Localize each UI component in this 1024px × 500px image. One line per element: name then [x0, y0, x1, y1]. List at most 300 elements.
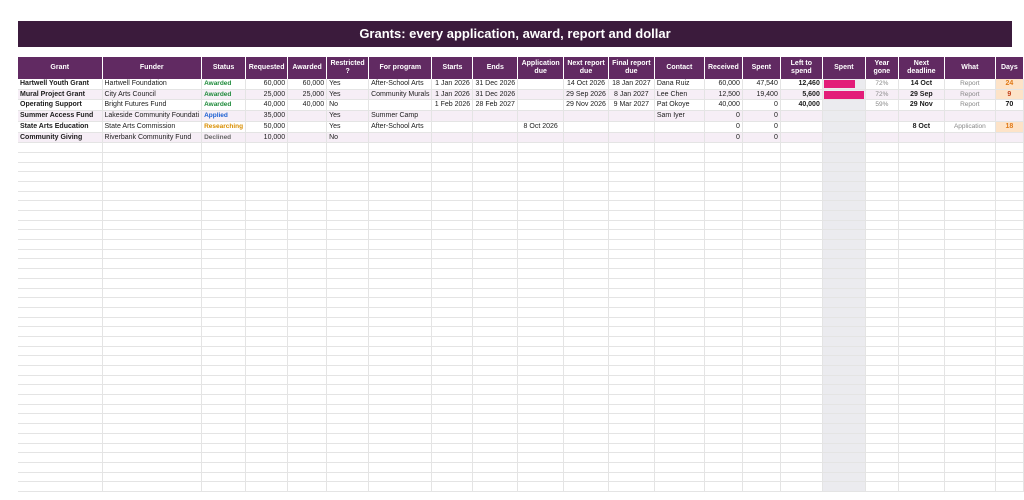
empty-cell[interactable]	[654, 152, 704, 162]
empty-cell[interactable]	[202, 414, 246, 424]
empty-cell[interactable]	[518, 201, 564, 211]
empty-cell[interactable]	[18, 424, 102, 434]
empty-cell[interactable]	[102, 462, 202, 472]
empty-cell[interactable]	[704, 259, 742, 269]
empty-cell[interactable]	[742, 172, 780, 182]
empty-cell[interactable]	[995, 298, 1023, 308]
empty-cell[interactable]	[246, 298, 288, 308]
empty-cell[interactable]	[473, 181, 518, 191]
empty-cell[interactable]	[564, 269, 609, 279]
empty-cell[interactable]	[473, 278, 518, 288]
empty-cell[interactable]	[369, 346, 432, 356]
col-header-spent[interactable]: Spent	[742, 57, 780, 79]
empty-cell[interactable]	[564, 288, 609, 298]
empty-cell[interactable]	[18, 143, 102, 153]
cell-program[interactable]: After-School Arts	[369, 121, 432, 132]
cell-what[interactable]: Report	[944, 79, 995, 89]
empty-cell[interactable]	[18, 162, 102, 172]
empty-cell[interactable]	[742, 482, 780, 492]
empty-cell[interactable]	[432, 443, 473, 453]
empty-cell[interactable]	[327, 482, 369, 492]
empty-cell[interactable]	[432, 191, 473, 201]
empty-cell[interactable]	[432, 152, 473, 162]
empty-cell[interactable]	[473, 327, 518, 337]
empty-cell[interactable]	[780, 152, 822, 162]
empty-cell[interactable]	[742, 453, 780, 463]
empty-cell[interactable]	[865, 307, 898, 317]
empty-cell[interactable]	[865, 375, 898, 385]
empty-cell[interactable]	[654, 433, 704, 443]
empty-cell[interactable]	[246, 201, 288, 211]
empty-cell[interactable]	[608, 317, 654, 327]
empty-cell[interactable]	[742, 433, 780, 443]
empty-cell[interactable]	[608, 462, 654, 472]
empty-cell[interactable]	[432, 211, 473, 221]
empty-cell[interactable]	[18, 269, 102, 279]
empty-cell[interactable]	[202, 482, 246, 492]
empty-cell[interactable]	[822, 375, 865, 385]
cell-starts[interactable]	[432, 111, 473, 122]
empty-cell[interactable]	[742, 346, 780, 356]
empty-cell[interactable]	[944, 230, 995, 240]
empty-cell[interactable]	[898, 414, 944, 424]
empty-cell[interactable]	[288, 240, 327, 250]
empty-cell[interactable]	[898, 336, 944, 346]
empty-cell[interactable]	[327, 211, 369, 221]
empty-cell[interactable]	[704, 472, 742, 482]
empty-cell[interactable]	[654, 240, 704, 250]
empty-cell[interactable]	[898, 424, 944, 434]
empty-cell[interactable]	[865, 443, 898, 453]
empty-cell[interactable]	[865, 172, 898, 182]
empty-cell[interactable]	[944, 482, 995, 492]
empty-cell[interactable]	[995, 288, 1023, 298]
empty-cell[interactable]	[102, 269, 202, 279]
empty-cell[interactable]	[865, 278, 898, 288]
empty-cell[interactable]	[898, 327, 944, 337]
empty-cell[interactable]	[102, 385, 202, 395]
empty-cell[interactable]	[288, 375, 327, 385]
cell-what[interactable]: Report	[944, 100, 995, 111]
empty-cell[interactable]	[432, 181, 473, 191]
cell-year-gone[interactable]: 72%	[865, 79, 898, 89]
empty-cell[interactable]	[704, 356, 742, 366]
empty-cell[interactable]	[654, 201, 704, 211]
empty-cell[interactable]	[518, 172, 564, 182]
empty-cell[interactable]	[654, 346, 704, 356]
cell-funder[interactable]: Riverbank Community Fund	[102, 132, 202, 143]
cell-status[interactable]: Researching	[202, 121, 246, 132]
empty-cell[interactable]	[564, 278, 609, 288]
cell-spent-bar[interactable]	[822, 132, 865, 143]
empty-cell[interactable]	[865, 453, 898, 463]
cell-left[interactable]	[780, 111, 822, 122]
empty-cell[interactable]	[608, 152, 654, 162]
empty-cell[interactable]	[102, 346, 202, 356]
empty-cell[interactable]	[654, 269, 704, 279]
col-header-ends[interactable]: Ends	[473, 57, 518, 79]
cell-app-due[interactable]	[518, 132, 564, 143]
empty-cell[interactable]	[288, 162, 327, 172]
empty-cell[interactable]	[944, 346, 995, 356]
empty-cell[interactable]	[473, 453, 518, 463]
empty-cell[interactable]	[473, 472, 518, 482]
empty-cell[interactable]	[369, 298, 432, 308]
empty-cell[interactable]	[780, 414, 822, 424]
empty-cell[interactable]	[995, 307, 1023, 317]
empty-cell[interactable]	[432, 385, 473, 395]
empty-cell[interactable]	[202, 366, 246, 376]
empty-cell[interactable]	[288, 143, 327, 153]
empty-cell[interactable]	[564, 395, 609, 405]
empty-cell[interactable]	[202, 327, 246, 337]
empty-cell[interactable]	[780, 433, 822, 443]
empty-cell[interactable]	[654, 259, 704, 269]
empty-cell[interactable]	[288, 424, 327, 434]
empty-cell[interactable]	[898, 453, 944, 463]
empty-cell[interactable]	[473, 336, 518, 346]
empty-cell[interactable]	[246, 385, 288, 395]
empty-cell[interactable]	[608, 375, 654, 385]
empty-cell[interactable]	[995, 346, 1023, 356]
empty-cell[interactable]	[102, 433, 202, 443]
empty-cell[interactable]	[564, 462, 609, 472]
empty-cell[interactable]	[102, 181, 202, 191]
empty-cell[interactable]	[246, 414, 288, 424]
empty-cell[interactable]	[327, 143, 369, 153]
empty-cell[interactable]	[865, 317, 898, 327]
empty-cell[interactable]	[473, 230, 518, 240]
empty-cell[interactable]	[327, 366, 369, 376]
empty-cell[interactable]	[742, 327, 780, 337]
empty-cell[interactable]	[822, 259, 865, 269]
empty-cell[interactable]	[898, 181, 944, 191]
empty-cell[interactable]	[654, 307, 704, 317]
cell-what[interactable]	[944, 132, 995, 143]
empty-cell[interactable]	[288, 230, 327, 240]
empty-cell[interactable]	[822, 366, 865, 376]
empty-cell[interactable]	[704, 249, 742, 259]
cell-next-deadline[interactable]: 29 Nov	[898, 100, 944, 111]
empty-cell[interactable]	[780, 482, 822, 492]
cell-grant[interactable]: Operating Support	[18, 100, 102, 111]
empty-cell[interactable]	[822, 240, 865, 250]
empty-cell[interactable]	[995, 230, 1023, 240]
empty-cell[interactable]	[288, 453, 327, 463]
empty-cell[interactable]	[944, 240, 995, 250]
empty-cell[interactable]	[995, 201, 1023, 211]
empty-cell[interactable]	[654, 327, 704, 337]
empty-cell[interactable]	[564, 298, 609, 308]
cell-status[interactable]: Awarded	[202, 79, 246, 89]
cell-spent[interactable]: 47,540	[742, 79, 780, 89]
empty-cell[interactable]	[202, 385, 246, 395]
empty-cell[interactable]	[288, 220, 327, 230]
cell-next-report[interactable]: 14 Oct 2026	[564, 79, 609, 89]
empty-cell[interactable]	[369, 240, 432, 250]
empty-cell[interactable]	[608, 201, 654, 211]
cell-program[interactable]	[369, 132, 432, 143]
cell-awarded[interactable]	[288, 132, 327, 143]
empty-cell[interactable]	[564, 249, 609, 259]
empty-cell[interactable]	[564, 336, 609, 346]
empty-cell[interactable]	[473, 366, 518, 376]
empty-cell[interactable]	[327, 288, 369, 298]
empty-cell[interactable]	[822, 143, 865, 153]
cell-requested[interactable]: 50,000	[246, 121, 288, 132]
empty-cell[interactable]	[822, 356, 865, 366]
empty-cell[interactable]	[654, 472, 704, 482]
empty-cell[interactable]	[564, 482, 609, 492]
empty-cell[interactable]	[327, 278, 369, 288]
empty-cell[interactable]	[564, 414, 609, 424]
empty-cell[interactable]	[18, 404, 102, 414]
empty-cell[interactable]	[654, 143, 704, 153]
empty-cell[interactable]	[865, 201, 898, 211]
empty-cell[interactable]	[944, 356, 995, 366]
empty-cell[interactable]	[246, 424, 288, 434]
col-header-year-gone[interactable]: Year gone	[865, 57, 898, 79]
empty-cell[interactable]	[742, 317, 780, 327]
empty-cell[interactable]	[432, 307, 473, 317]
empty-cell[interactable]	[780, 366, 822, 376]
empty-cell[interactable]	[202, 220, 246, 230]
empty-cell[interactable]	[865, 220, 898, 230]
empty-cell[interactable]	[432, 336, 473, 346]
empty-cell[interactable]	[473, 443, 518, 453]
empty-cell[interactable]	[288, 414, 327, 424]
empty-cell[interactable]	[432, 424, 473, 434]
empty-cell[interactable]	[18, 240, 102, 250]
empty-cell[interactable]	[704, 191, 742, 201]
empty-cell[interactable]	[369, 336, 432, 346]
empty-cell[interactable]	[564, 191, 609, 201]
empty-cell[interactable]	[288, 307, 327, 317]
cell-received[interactable]: 40,000	[704, 100, 742, 111]
empty-cell[interactable]	[780, 472, 822, 482]
empty-cell[interactable]	[202, 201, 246, 211]
empty-cell[interactable]	[944, 307, 995, 317]
empty-cell[interactable]	[865, 327, 898, 337]
empty-cell[interactable]	[202, 395, 246, 405]
empty-cell[interactable]	[102, 298, 202, 308]
empty-cell[interactable]	[432, 433, 473, 443]
empty-cell[interactable]	[369, 269, 432, 279]
cell-starts[interactable]: 1 Jan 2026	[432, 89, 473, 100]
empty-cell[interactable]	[432, 162, 473, 172]
cell-contact[interactable]: Lee Chen	[654, 89, 704, 100]
empty-cell[interactable]	[327, 191, 369, 201]
empty-cell[interactable]	[246, 443, 288, 453]
empty-cell[interactable]	[654, 181, 704, 191]
empty-cell[interactable]	[564, 366, 609, 376]
empty-cell[interactable]	[704, 336, 742, 346]
cell-spent[interactable]: 0	[742, 100, 780, 111]
empty-cell[interactable]	[822, 395, 865, 405]
empty-cell[interactable]	[18, 472, 102, 482]
empty-cell[interactable]	[102, 172, 202, 182]
empty-cell[interactable]	[654, 172, 704, 182]
empty-cell[interactable]	[780, 336, 822, 346]
empty-cell[interactable]	[369, 317, 432, 327]
empty-cell[interactable]	[473, 288, 518, 298]
empty-cell[interactable]	[327, 240, 369, 250]
cell-left[interactable]: 40,000	[780, 100, 822, 111]
empty-cell[interactable]	[608, 298, 654, 308]
empty-cell[interactable]	[704, 414, 742, 424]
empty-cell[interactable]	[327, 346, 369, 356]
empty-cell[interactable]	[822, 307, 865, 317]
empty-cell[interactable]	[865, 336, 898, 346]
empty-cell[interactable]	[327, 433, 369, 443]
empty-cell[interactable]	[742, 211, 780, 221]
empty-cell[interactable]	[865, 395, 898, 405]
empty-cell[interactable]	[704, 453, 742, 463]
empty-cell[interactable]	[246, 395, 288, 405]
empty-cell[interactable]	[742, 395, 780, 405]
empty-cell[interactable]	[995, 240, 1023, 250]
empty-cell[interactable]	[18, 453, 102, 463]
empty-cell[interactable]	[18, 443, 102, 453]
empty-cell[interactable]	[432, 366, 473, 376]
cell-funder[interactable]: City Arts Council	[102, 89, 202, 100]
cell-left[interactable]	[780, 132, 822, 143]
cell-ends[interactable]	[473, 111, 518, 122]
empty-cell[interactable]	[898, 240, 944, 250]
empty-cell[interactable]	[742, 356, 780, 366]
empty-cell[interactable]	[102, 307, 202, 317]
cell-left[interactable]: 12,460	[780, 79, 822, 89]
empty-cell[interactable]	[518, 152, 564, 162]
empty-cell[interactable]	[246, 317, 288, 327]
cell-app-due[interactable]	[518, 100, 564, 111]
empty-cell[interactable]	[518, 327, 564, 337]
empty-cell[interactable]	[780, 143, 822, 153]
empty-cell[interactable]	[704, 172, 742, 182]
cell-contact[interactable]	[654, 121, 704, 132]
empty-cell[interactable]	[369, 356, 432, 366]
empty-cell[interactable]	[473, 307, 518, 317]
empty-cell[interactable]	[288, 298, 327, 308]
empty-cell[interactable]	[288, 278, 327, 288]
empty-cell[interactable]	[202, 356, 246, 366]
empty-cell[interactable]	[608, 172, 654, 182]
empty-cell[interactable]	[704, 307, 742, 317]
cell-app-due[interactable]	[518, 111, 564, 122]
empty-cell[interactable]	[742, 152, 780, 162]
cell-next-deadline[interactable]	[898, 132, 944, 143]
empty-cell[interactable]	[18, 462, 102, 472]
cell-left[interactable]	[780, 121, 822, 132]
empty-cell[interactable]	[473, 152, 518, 162]
cell-next-deadline[interactable]: 14 Oct	[898, 79, 944, 89]
col-header-status[interactable]: Status	[202, 57, 246, 79]
empty-cell[interactable]	[704, 211, 742, 221]
empty-cell[interactable]	[742, 162, 780, 172]
empty-cell[interactable]	[654, 191, 704, 201]
empty-cell[interactable]	[995, 191, 1023, 201]
empty-cell[interactable]	[742, 366, 780, 376]
empty-cell[interactable]	[944, 162, 995, 172]
empty-cell[interactable]	[202, 453, 246, 463]
empty-cell[interactable]	[608, 249, 654, 259]
empty-cell[interactable]	[780, 162, 822, 172]
empty-cell[interactable]	[865, 240, 898, 250]
empty-cell[interactable]	[742, 385, 780, 395]
empty-cell[interactable]	[102, 424, 202, 434]
cell-spent[interactable]: 0	[742, 121, 780, 132]
cell-days[interactable]: 9	[995, 89, 1023, 100]
cell-restricted[interactable]: Yes	[327, 121, 369, 132]
empty-cell[interactable]	[564, 443, 609, 453]
empty-cell[interactable]	[473, 211, 518, 221]
empty-cell[interactable]	[518, 307, 564, 317]
empty-cell[interactable]	[202, 152, 246, 162]
empty-cell[interactable]	[327, 375, 369, 385]
empty-cell[interactable]	[780, 346, 822, 356]
cell-received[interactable]: 60,000	[704, 79, 742, 89]
empty-cell[interactable]	[704, 201, 742, 211]
empty-cell[interactable]	[865, 414, 898, 424]
empty-cell[interactable]	[898, 259, 944, 269]
empty-cell[interactable]	[18, 152, 102, 162]
empty-cell[interactable]	[288, 472, 327, 482]
cell-received[interactable]: 0	[704, 111, 742, 122]
empty-cell[interactable]	[608, 366, 654, 376]
empty-cell[interactable]	[369, 395, 432, 405]
col-header-restricted[interactable]: Restricted ?	[327, 57, 369, 79]
empty-cell[interactable]	[432, 220, 473, 230]
cell-program[interactable]: After-School Arts	[369, 79, 432, 89]
empty-cell[interactable]	[704, 298, 742, 308]
empty-cell[interactable]	[369, 181, 432, 191]
empty-cell[interactable]	[995, 278, 1023, 288]
empty-cell[interactable]	[780, 385, 822, 395]
empty-cell[interactable]	[369, 453, 432, 463]
empty-cell[interactable]	[246, 482, 288, 492]
empty-cell[interactable]	[288, 433, 327, 443]
empty-cell[interactable]	[564, 317, 609, 327]
empty-cell[interactable]	[704, 443, 742, 453]
empty-cell[interactable]	[564, 240, 609, 250]
empty-cell[interactable]	[608, 240, 654, 250]
empty-cell[interactable]	[369, 278, 432, 288]
empty-cell[interactable]	[654, 462, 704, 472]
empty-cell[interactable]	[995, 443, 1023, 453]
empty-cell[interactable]	[473, 404, 518, 414]
empty-cell[interactable]	[865, 462, 898, 472]
empty-cell[interactable]	[18, 230, 102, 240]
empty-cell[interactable]	[944, 288, 995, 298]
empty-cell[interactable]	[564, 472, 609, 482]
empty-cell[interactable]	[865, 259, 898, 269]
cell-ends[interactable]	[473, 132, 518, 143]
empty-cell[interactable]	[369, 443, 432, 453]
empty-cell[interactable]	[742, 220, 780, 230]
empty-cell[interactable]	[822, 162, 865, 172]
empty-cell[interactable]	[822, 346, 865, 356]
empty-cell[interactable]	[432, 143, 473, 153]
cell-contact[interactable]	[654, 132, 704, 143]
empty-cell[interactable]	[742, 259, 780, 269]
cell-days[interactable]: 24	[995, 79, 1023, 89]
cell-next-report[interactable]: 29 Sep 2026	[564, 89, 609, 100]
empty-cell[interactable]	[898, 269, 944, 279]
empty-cell[interactable]	[102, 249, 202, 259]
empty-cell[interactable]	[327, 395, 369, 405]
empty-cell[interactable]	[202, 172, 246, 182]
empty-cell[interactable]	[822, 298, 865, 308]
